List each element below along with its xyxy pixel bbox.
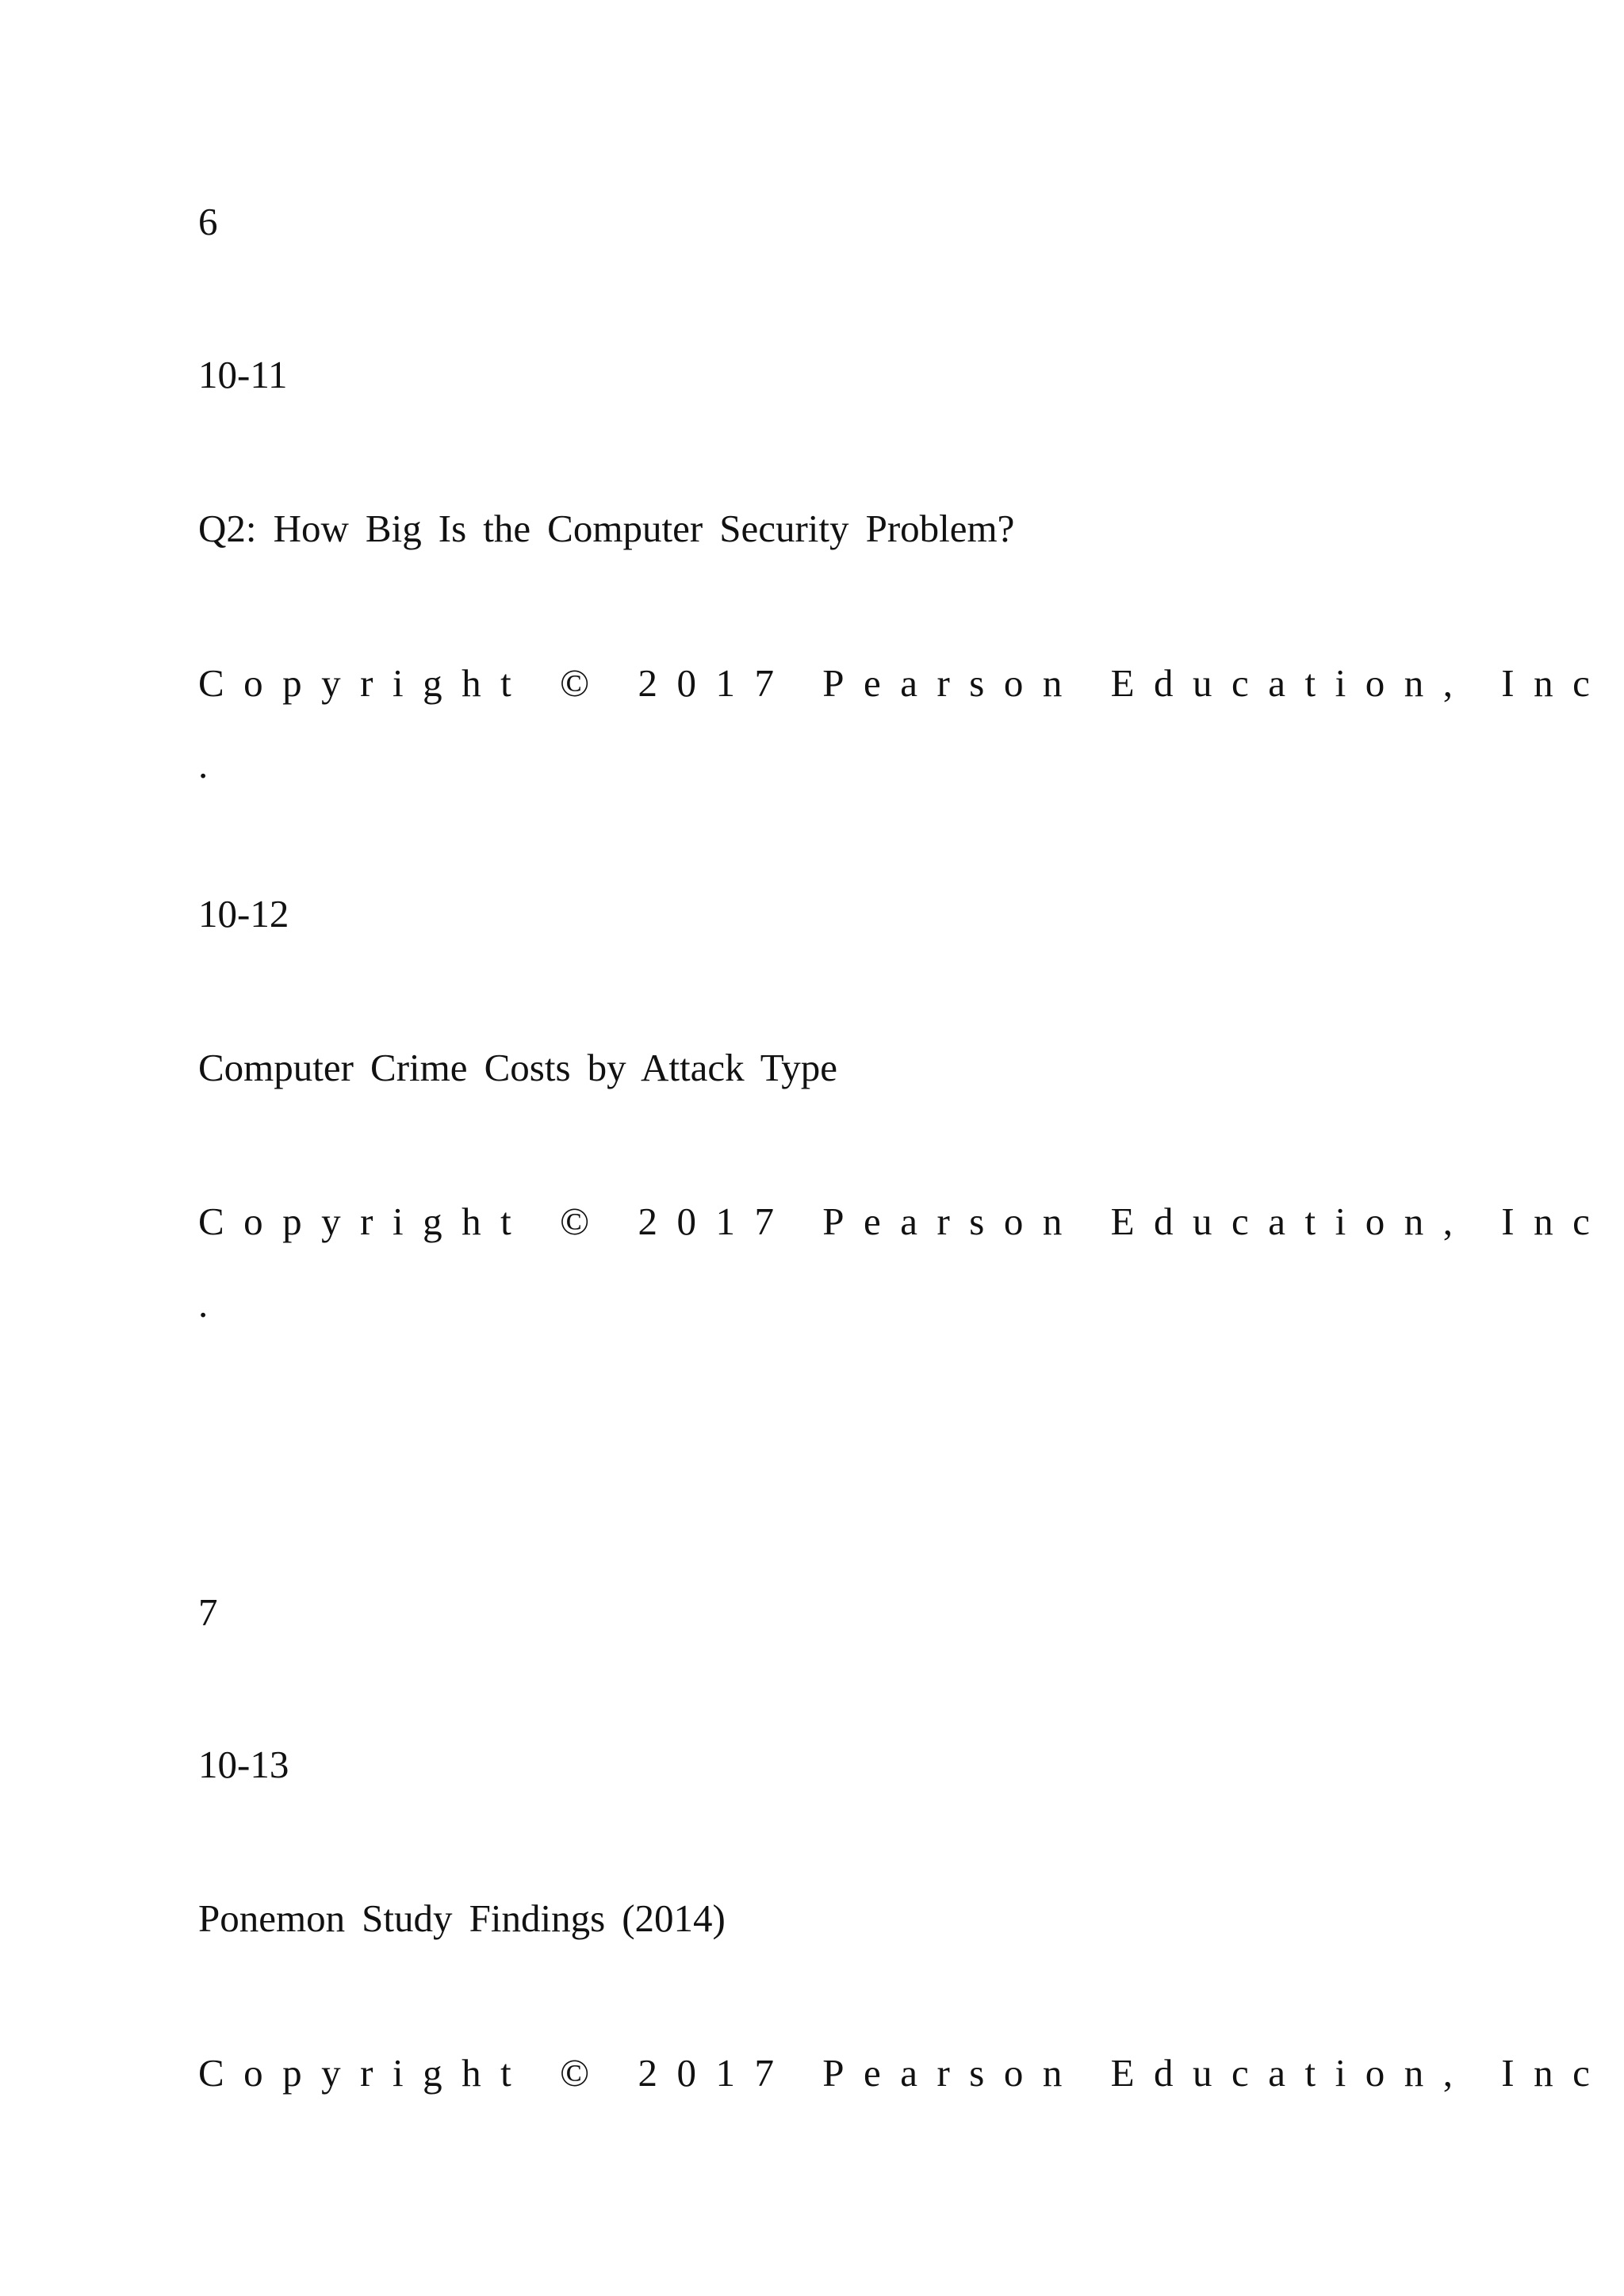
copyright-notice: Copyright © 2017 Pearson Education, Inc xyxy=(198,661,1610,705)
slide-title: Ponemon Study Findings (2014) xyxy=(198,1896,726,1940)
slide-number: 10-13 xyxy=(198,1743,289,1786)
slide-number: 10-11 xyxy=(198,353,288,396)
page-number: 6 xyxy=(198,200,218,243)
copyright-notice: Copyright © 2017 Pearson Education, Inc xyxy=(198,2051,1610,2095)
copyright-period: . xyxy=(198,743,209,786)
copyright-notice: Copyright © 2017 Pearson Education, Inc xyxy=(198,1200,1610,1243)
page-number: 7 xyxy=(198,1590,218,1634)
slide-title: Computer Crime Costs by Attack Type xyxy=(198,1046,838,1089)
copyright-period: . xyxy=(198,1282,209,1326)
slide-number: 10-12 xyxy=(198,892,289,936)
slide-title: Q2: How Big Is the Computer Security Problem? xyxy=(198,507,1015,550)
